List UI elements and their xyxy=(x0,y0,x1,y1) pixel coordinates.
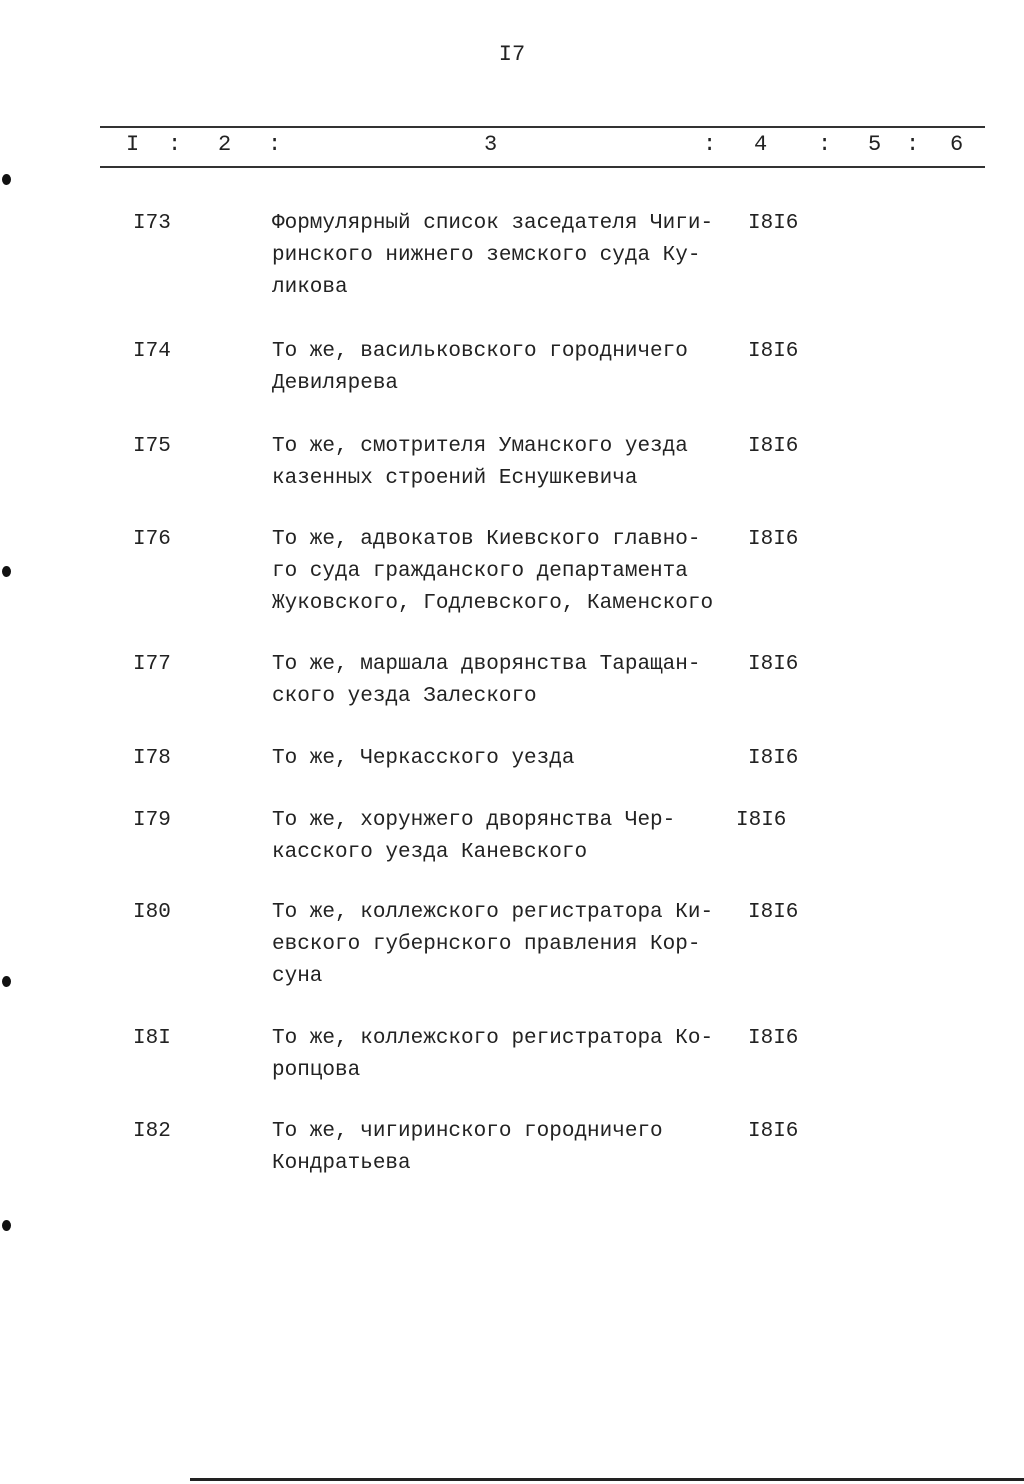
entry-number: I82 xyxy=(133,1120,171,1143)
entry-description xyxy=(272,649,700,713)
description-line: То же, смотрителя Уманского уезда xyxy=(272,435,688,458)
description-line: То же, Черкасского уезда xyxy=(272,747,575,770)
entry-number: I8I xyxy=(133,1027,171,1050)
entry-number: I74 xyxy=(133,340,171,363)
description-line: Девилярева xyxy=(272,372,399,395)
description-line: ринского нижнего земского суда Ку- xyxy=(272,244,701,267)
column-header-3: 3 xyxy=(484,132,498,157)
description-line: Кондратьева xyxy=(272,1152,411,1175)
entry-year: I8I6 xyxy=(748,747,799,770)
binding-hole-mark xyxy=(2,174,11,185)
entry-description xyxy=(272,336,688,400)
description-line: То же, коллежского регистратора Ки- xyxy=(272,901,714,924)
description-line: То же, адвокатов Киевского главно- xyxy=(272,528,701,551)
description-line: касского уезда Каневского xyxy=(272,841,588,864)
column-separator: : xyxy=(818,132,832,157)
description-line: казенных строений Еснушкевича xyxy=(272,467,638,490)
column-separator: : xyxy=(168,132,182,157)
entry-year: I8I6 xyxy=(748,653,799,676)
header-top-rule xyxy=(100,126,985,128)
column-separator: : xyxy=(906,132,920,157)
entry-year: I8I6 xyxy=(748,212,799,235)
description-line: То же, чигиринского городничего xyxy=(272,1120,663,1143)
entry-year: I8I6 xyxy=(736,809,787,832)
description-line: ликова xyxy=(272,276,348,299)
binding-hole-mark xyxy=(2,566,11,577)
header-bottom-rule xyxy=(100,166,985,168)
description-line: ского уезда Залеского xyxy=(272,685,537,708)
entry-year: I8I6 xyxy=(748,435,799,458)
entry-description xyxy=(272,1116,663,1180)
binding-hole-mark xyxy=(2,1220,11,1231)
description-line: То же, васильковского городничего xyxy=(272,340,688,363)
description-line: Жуковского, Годлевского, Каменского xyxy=(272,592,714,615)
description-line: То же, хорунжего дворянства Чер- xyxy=(272,809,676,832)
column-header-6: 6 xyxy=(950,132,964,157)
page-edge-line xyxy=(190,1478,1024,1481)
binding-hole-mark xyxy=(2,976,11,987)
description-line: То же, маршала дворянства Таращан- xyxy=(272,653,701,676)
description-line: То же, коллежского регистратора Ко- xyxy=(272,1027,714,1050)
entry-number: I80 xyxy=(133,901,171,924)
entry-year: I8I6 xyxy=(748,901,799,924)
description-line: суна xyxy=(272,965,323,988)
column-header-5: 5 xyxy=(868,132,882,157)
column-separator: : xyxy=(703,132,717,157)
entry-description xyxy=(272,208,713,304)
entry-year: I8I6 xyxy=(748,1027,799,1050)
page-number: I7 xyxy=(498,42,526,67)
entry-description xyxy=(272,897,713,993)
entry-description xyxy=(272,431,688,495)
entry-year: I8I6 xyxy=(748,340,799,363)
column-header-2: 2 xyxy=(218,132,232,157)
column-header-1: I xyxy=(126,132,140,157)
entry-description xyxy=(272,524,713,620)
description-line: ропцова xyxy=(272,1059,361,1082)
entry-description xyxy=(272,1023,713,1087)
entry-year: I8I6 xyxy=(748,528,799,551)
description-line: евского губернского правления Кор- xyxy=(272,933,701,956)
column-header-4: 4 xyxy=(754,132,768,157)
entry-number: I75 xyxy=(133,435,171,458)
entry-number: I76 xyxy=(133,528,171,551)
entry-number: I77 xyxy=(133,653,171,676)
entry-number: I78 xyxy=(133,747,171,770)
entry-description xyxy=(272,805,675,869)
description-line: Формулярный список заседателя Чиги- xyxy=(272,212,714,235)
column-separator: : xyxy=(268,132,282,157)
entry-description xyxy=(272,743,574,775)
description-line: го суда гражданского департамента xyxy=(272,560,688,583)
entry-year: I8I6 xyxy=(748,1120,799,1143)
entry-number: I73 xyxy=(133,212,171,235)
entry-number: I79 xyxy=(133,809,171,832)
